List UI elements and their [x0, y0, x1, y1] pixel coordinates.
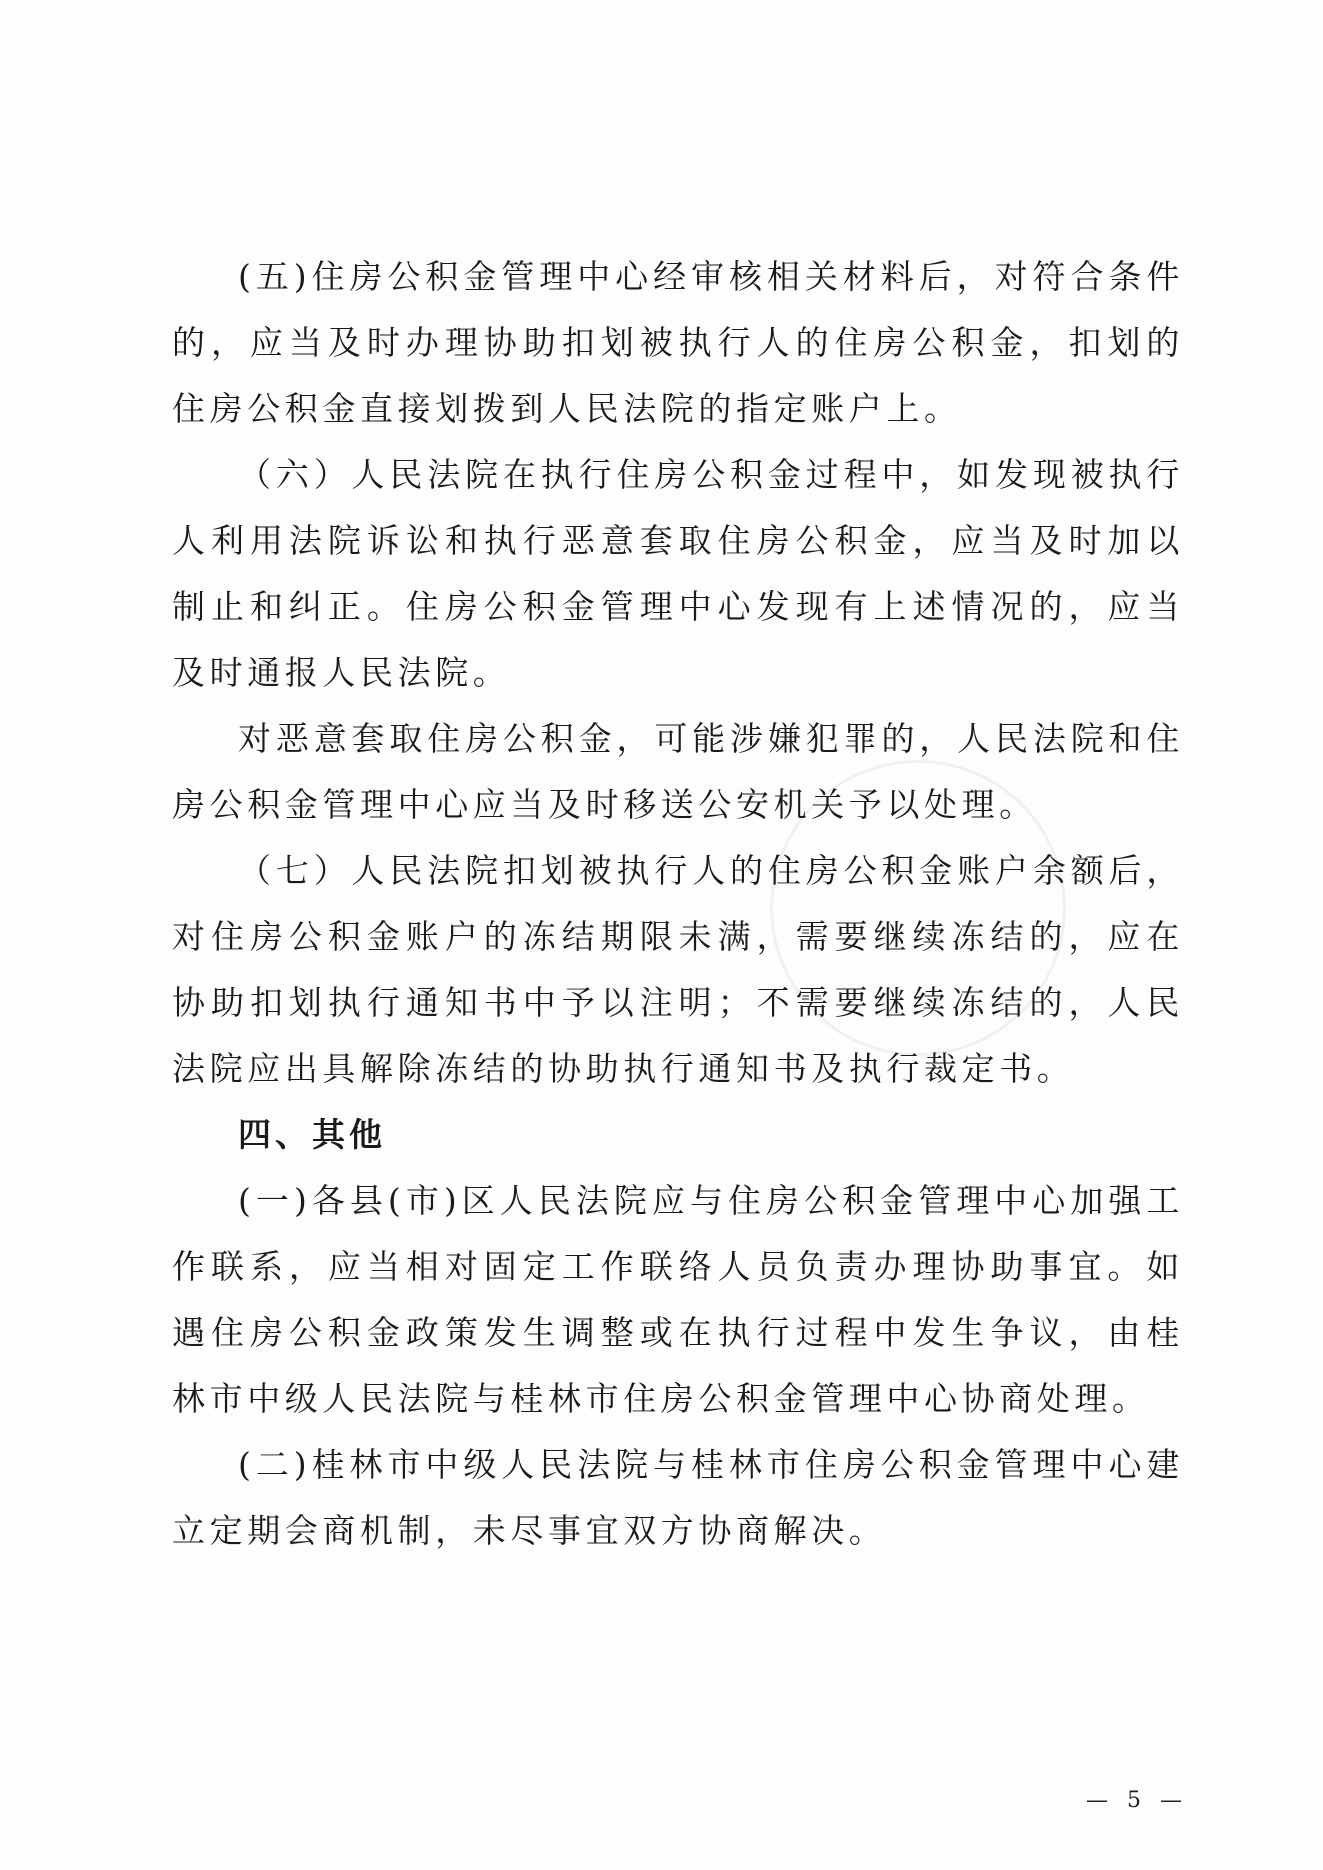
- paragraph-other-1: (一)各县(市)区人民法院应与住房公积金管理中心加强工作联系，应当相对固定工作联络人员负责办理协助事宜。如遇住房公积金政策发生调整或在执行过程中发生争议，由桂林市中级人民法院与桂林市住房公积金管理中心协商处理。: [172, 1181, 1184, 1418]
- page-number: — 5 —: [1086, 1788, 1188, 1813]
- paragraph-5: (五)住房公积金管理中心经审核相关材料后，对符合条件的，应当及时办理协助扣划被执行人的住房公积金，扣划的住房公积金直接划拨到人民法院的指定账户上。: [172, 257, 1184, 428]
- paragraph-malicious-withdrawal: 对恶意套取住房公积金，可能涉嫌犯罪的，人民法院和住房公积金管理中心应当及时移送公安机关予以处理。: [172, 719, 1184, 824]
- paragraph-6: （六）人民法院在执行住房公积金过程中，如发现被执行人利用法院诉讼和执行恶意套取住房公积金，应当及时加以制止和纠正。住房公积金管理中心发现有上述情况的，应当及时通报人民法院。: [172, 455, 1184, 692]
- document-body: [172, 244, 1184, 1564]
- section-heading-other: 四、其他: [238, 1115, 386, 1154]
- paragraph-other-2: (二)桂林市中级人民法院与桂林市住房公积金管理中心建立定期会商机制，未尽事宜双方协商解决。: [172, 1445, 1184, 1550]
- paragraph-7: （七）人民法院扣划被执行人的住房公积金账户余额后，对住房公积金账户的冻结期限未满，需要继续冻结的，应在协助扣划执行通知书中予以注明；不需要继续冻结的，人民法院应出具解除冻结的协助执行通知书及执行裁定书。: [172, 851, 1184, 1088]
